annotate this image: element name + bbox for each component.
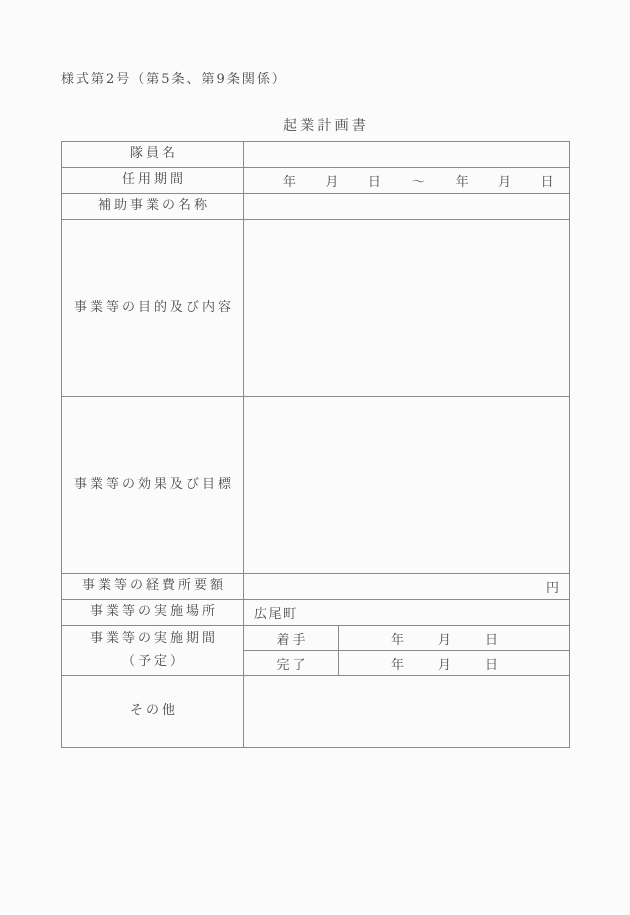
table-row-member-name	[62, 142, 570, 168]
label-effect-and-goal: 事業等の効果及び目標	[62, 397, 244, 574]
table-row-purpose-and-content	[62, 220, 570, 397]
label-implementation-period-line2: （予定）	[121, 653, 186, 669]
table-row-project-name	[62, 194, 570, 220]
table-row-location	[62, 600, 570, 626]
unit-month-start-date: 月	[438, 632, 452, 648]
label-period-start: 着手	[244, 626, 339, 651]
field-location[interactable]	[244, 600, 570, 626]
field-appointment-period[interactable]	[244, 168, 570, 194]
form-code-label: 様式第2号（第5条、第9条関係）	[61, 72, 287, 87]
location-value: 広尾町	[254, 607, 298, 622]
unit-year-end-date: 年	[391, 657, 405, 673]
date-single-end	[339, 654, 569, 673]
date-single-start	[339, 629, 569, 648]
field-required-cost[interactable]	[244, 574, 570, 600]
field-member-name[interactable]	[244, 142, 570, 168]
field-project-name[interactable]	[244, 194, 570, 220]
table-row-period-start	[62, 626, 570, 651]
document-title: 起業計画書	[283, 118, 369, 134]
field-purpose-and-content[interactable]	[244, 220, 570, 397]
label-period-end: 完了	[244, 651, 339, 676]
table-row-other	[62, 676, 570, 748]
unit-month-end: 月	[498, 175, 512, 190]
unit-day-start-date: 日	[485, 632, 499, 648]
unit-year-start: 年	[283, 175, 297, 190]
unit-year-end: 年	[455, 175, 469, 190]
label-appointment-period: 任用期間	[62, 168, 244, 194]
field-other[interactable]	[244, 676, 570, 748]
label-member-name: 隊員名	[62, 142, 244, 168]
field-period-end[interactable]	[339, 651, 570, 676]
unit-day-start: 日	[367, 175, 381, 190]
unit-month-start: 月	[325, 175, 339, 190]
table-row-appointment-period	[62, 168, 570, 194]
currency-unit-yen: 円	[545, 581, 559, 596]
label-implementation-period	[62, 626, 244, 676]
table-row-effect-and-goal	[62, 397, 570, 574]
unit-day-end: 日	[540, 175, 554, 190]
table-row-required-cost	[62, 574, 570, 600]
date-range-appointment	[244, 171, 569, 190]
business-plan-table	[61, 141, 570, 748]
label-project-name: 補助事業の名称	[62, 194, 244, 220]
label-other: その他	[62, 676, 244, 748]
label-location: 事業等の実施場所	[62, 600, 244, 626]
label-purpose-and-content: 事業等の目的及び内容	[62, 220, 244, 397]
unit-year-start-date: 年	[391, 632, 405, 648]
label-required-cost: 事業等の経費所要額	[62, 574, 244, 600]
field-effect-and-goal[interactable]	[244, 397, 570, 574]
amount-container	[244, 577, 569, 596]
unit-day-end-date: 日	[485, 657, 499, 673]
tilde-separator: ～	[411, 175, 425, 190]
label-implementation-period-line1: 事業等の実施期間	[89, 630, 218, 646]
unit-month-end-date: 月	[438, 657, 452, 673]
field-period-start[interactable]	[339, 626, 570, 651]
